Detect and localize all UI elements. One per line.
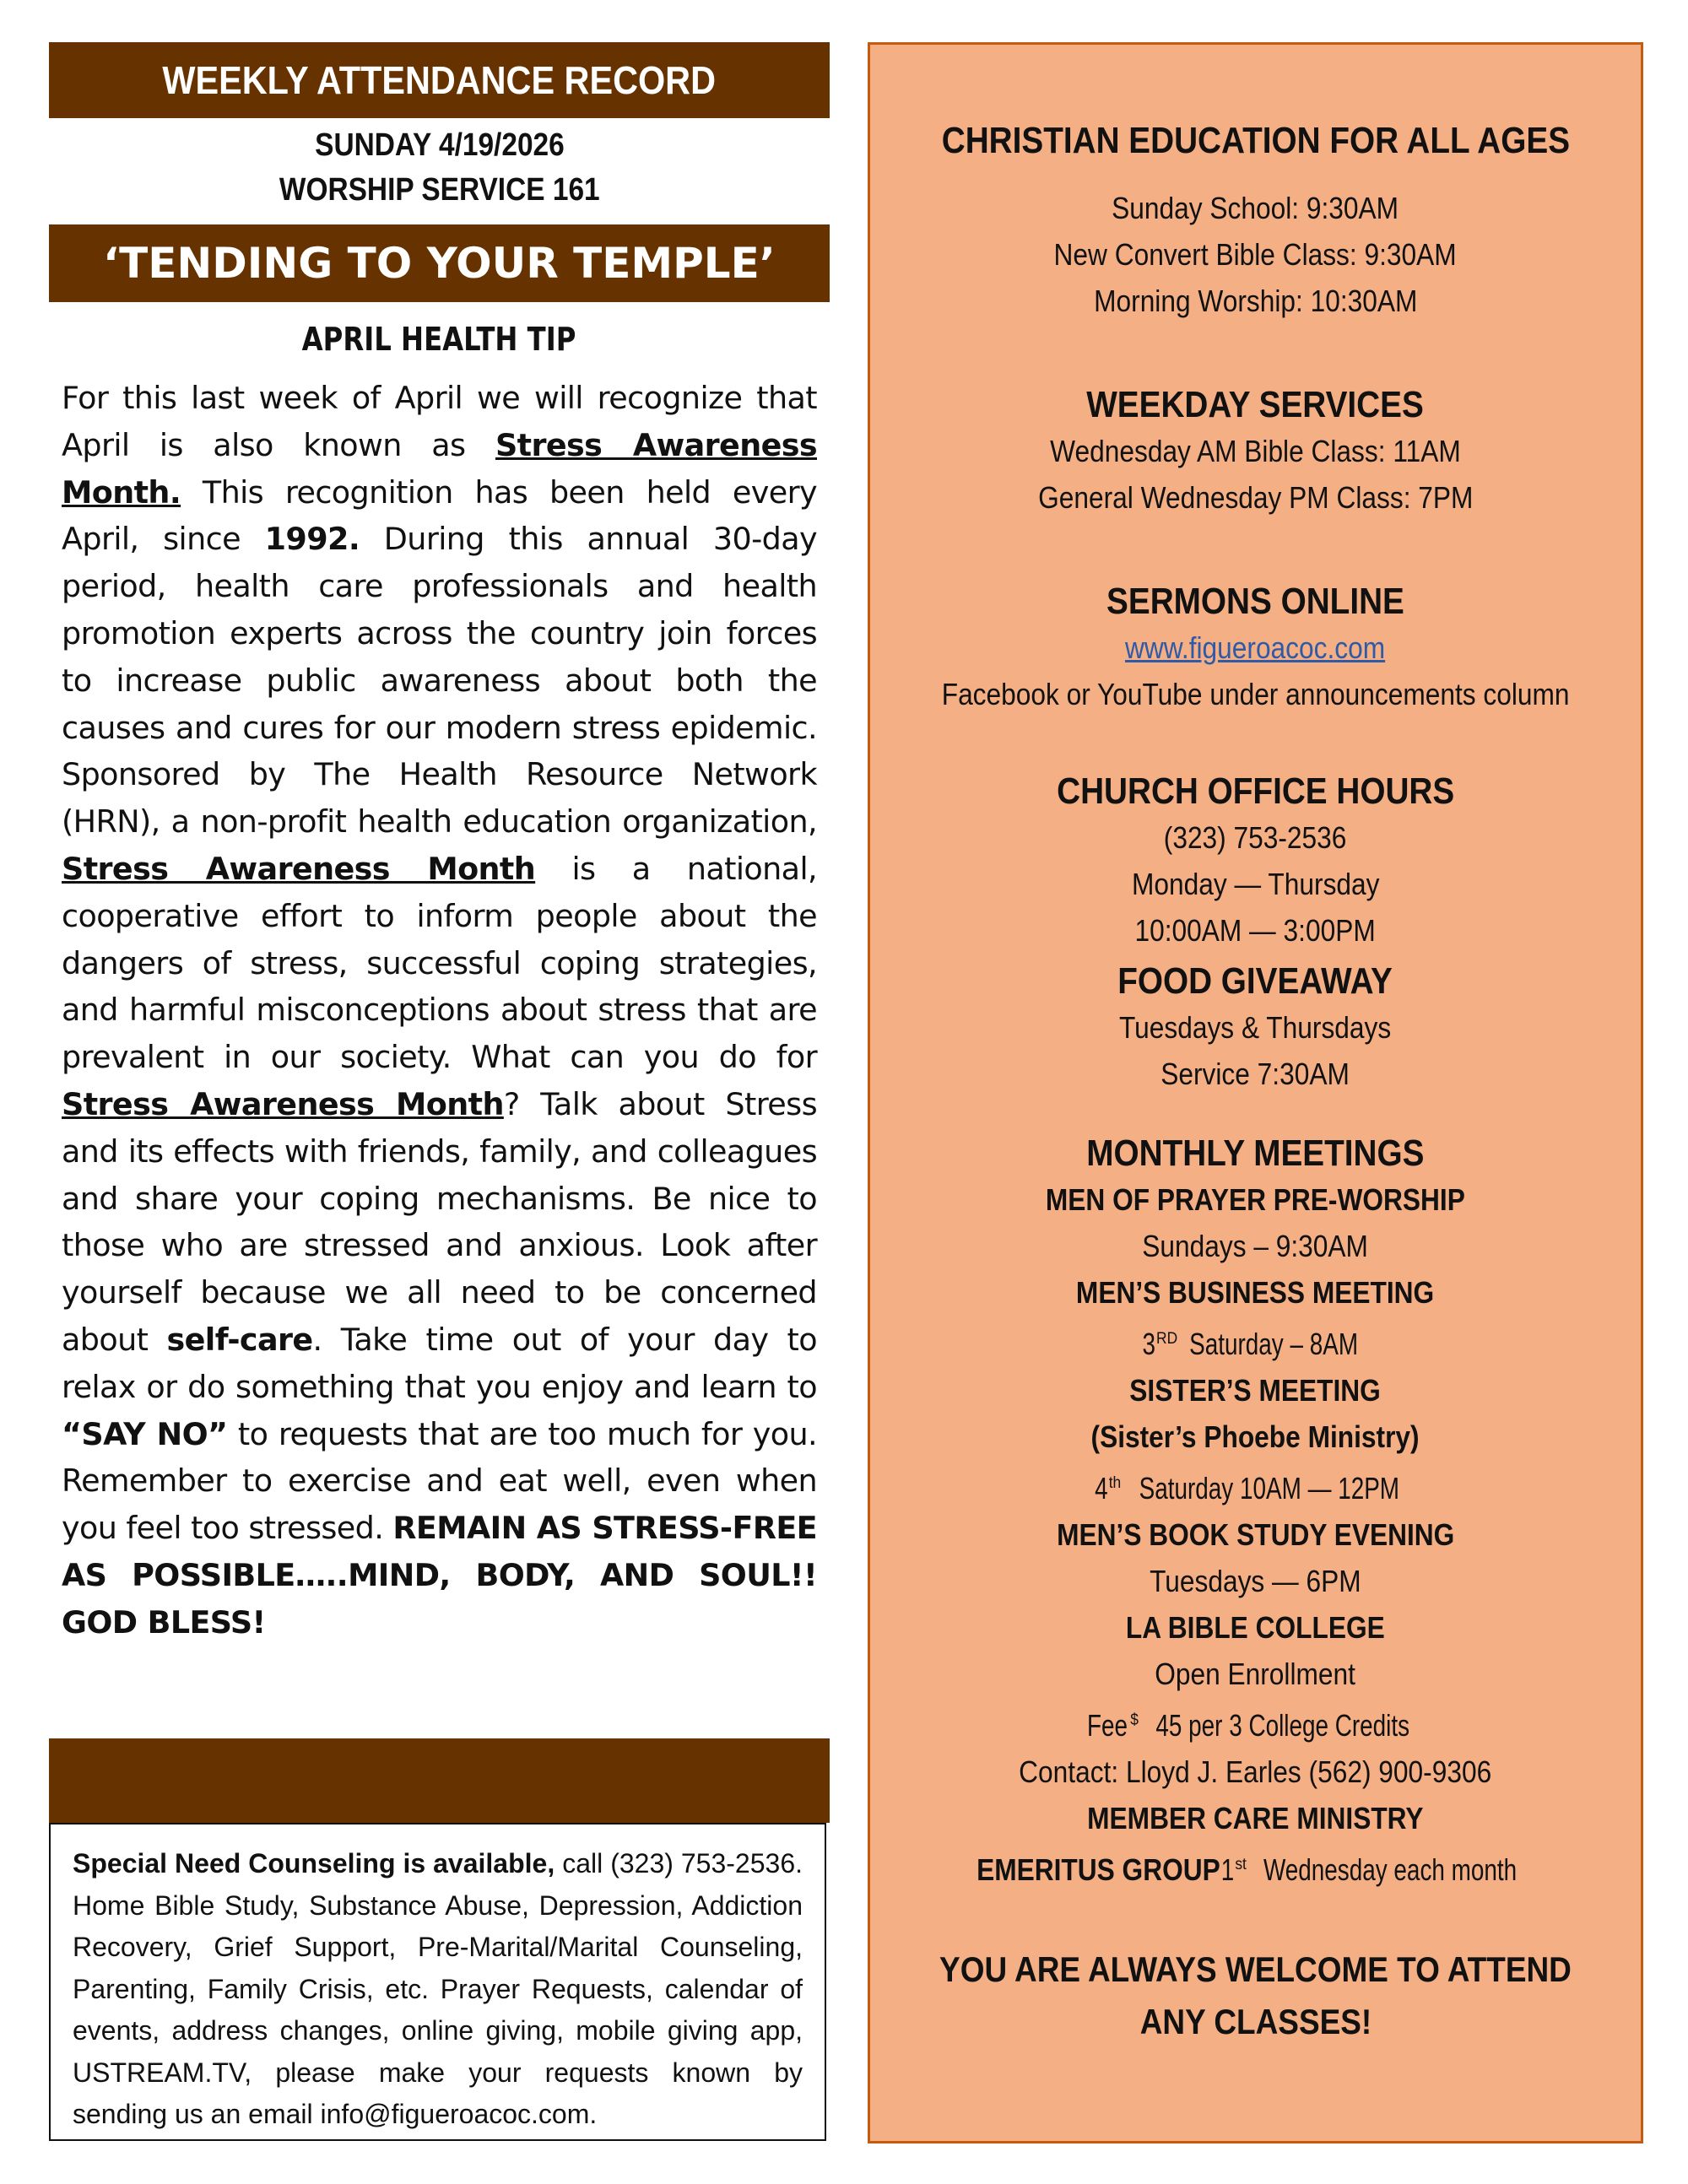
service-line: WORSHIP SERVICE 161 bbox=[279, 172, 600, 208]
health-tip-title-text: APRIL HEALTH TIP bbox=[302, 321, 576, 358]
sermons-section bbox=[870, 579, 1641, 717]
counseling-header-bar bbox=[49, 1738, 830, 1823]
member-care: MEMBER CARE MINISTRY bbox=[1087, 1801, 1424, 1835]
morning-worship: Morning Worship: 10:30AM bbox=[1093, 284, 1418, 318]
article-text-1: For this last week of April we will recognize that April is also known as bbox=[62, 380, 817, 463]
bible-college: LA BIBLE COLLEGE bbox=[1126, 1610, 1385, 1645]
counseling-lead: Special Need Counseling is available, bbox=[73, 1848, 555, 1879]
article-text-5: ? Talk about Stress and its effects with friends, family, and colleagues and share your coping mechanisms. Be nice to those who are stressed and anxious. Look after yourself because we all need to be concerned about bbox=[62, 1085, 817, 1358]
website-link[interactable]: www.figueroacoc.com bbox=[1125, 630, 1386, 665]
education-times bbox=[870, 185, 1641, 324]
counseling-box bbox=[49, 1823, 826, 2141]
say-no-emphasis: “SAY NO” bbox=[62, 1415, 228, 1452]
food-section bbox=[870, 959, 1641, 1097]
men-of-prayer: MEN OF PRAYER PRE-WORSHIP bbox=[1046, 1182, 1465, 1217]
article-text-7: to requests that are too much for you. Remember to exercise and eat well, even when you feel too stressed. bbox=[62, 1415, 817, 1547]
sisters-ministry: (Sister’s Phoebe Ministry) bbox=[1090, 1419, 1420, 1454]
wednesday-pm: General Wednesday PM Class: 7PM bbox=[1037, 480, 1474, 515]
attendance-title: WEEKLY ATTENDANCE RECORD bbox=[162, 58, 717, 102]
office-section bbox=[870, 769, 1641, 954]
article-text-4: is a national, cooperative effort to inform people about the dangers of stress, successful coping strategies, and harmful misconceptions about stress that are prevalent in our society. What can you do for bbox=[62, 850, 817, 1076]
food-time: Service 7:30AM bbox=[1160, 1057, 1350, 1091]
college-contact: Contact: Lloyd J. Earles (562) 900-9306 bbox=[1019, 1754, 1492, 1789]
sisters-time: 4thSaturday 10AM — 12PM bbox=[1095, 1471, 1399, 1506]
service-info bbox=[49, 123, 830, 213]
weekday-title: WEEKDAY SERVICES bbox=[1086, 384, 1425, 425]
self-care-emphasis: self-care bbox=[166, 1321, 313, 1358]
weekday-section bbox=[870, 382, 1641, 521]
meetings-section bbox=[870, 1131, 1641, 1893]
article-text-3: During this annual 30-day period, health care professionals and health promotion experts across the country join forces to increase public awareness about both the causes and cures for our modern stress epidemic. Sponsored by The Health Resource Network (HRN), a non-profit health education organization, bbox=[62, 521, 817, 841]
enrollment: Open Enrollment bbox=[1155, 1657, 1356, 1691]
article-text-2: This recognition has been held every April, since bbox=[62, 473, 817, 558]
food-days: Tuesdays & Thursdays bbox=[1119, 1010, 1392, 1045]
food-title: FOOD GIVEAWAY bbox=[1117, 960, 1393, 1002]
office-days: Monday — Thursday bbox=[1131, 867, 1380, 901]
stress-month-emphasis-2: Stress Awareness Month bbox=[62, 850, 536, 887]
office-title: CHURCH OFFICE HOURS bbox=[1056, 770, 1455, 812]
college-fee: Fee$ 45 per 3 College Credits bbox=[1086, 1708, 1409, 1743]
schedule-sidebar bbox=[868, 42, 1643, 2143]
stress-month-emphasis-3: Stress Awareness Month bbox=[62, 1085, 504, 1122]
wednesday-am: Wednesday AM Bible Class: 11AM bbox=[1050, 434, 1461, 468]
counseling-body: call (323) 753-2536. Home Bible Study, Substance Abuse, Depression, Addiction Recovery, Grief Support, Pre-Marital/Marital Counseling, Parenting, Family Crisis, etc. Prayer Requests, calendar of events, address changes, online giving, mobile giving app, USTREAM.TV, please make your requests known by sending us an email info@figueroacoc.com. bbox=[73, 1848, 803, 2129]
closing-emphasis: REMAIN AS STRESS-FREE AS POSSIBLE…..MIND, BODY, AND SOUL!! GOD BLESS! bbox=[62, 1510, 817, 1641]
book-study-time: Tuesdays — 6PM bbox=[1150, 1564, 1361, 1598]
year-emphasis: 1992. bbox=[264, 521, 360, 558]
office-time: 10:00AM — 3:00PM bbox=[1134, 913, 1377, 948]
welcome-message bbox=[870, 1943, 1641, 2048]
sunday-school: Sunday School: 9:30AM bbox=[1112, 191, 1399, 225]
meetings-title: MONTHLY MEETINGS bbox=[1086, 1133, 1425, 1174]
men-of-prayer-time: Sundays – 9:30AM bbox=[1142, 1229, 1369, 1263]
welcome-line-1: YOU ARE ALWAYS WELCOME TO ATTEND bbox=[939, 1949, 1572, 1989]
welcome-line-2: ANY CLASSES! bbox=[1139, 2002, 1372, 2041]
date-line: SUNDAY 4/19/2026 bbox=[314, 127, 565, 163]
sisters-meeting: SISTER’S MEETING bbox=[1129, 1373, 1382, 1408]
sermons-title: SERMONS ONLINE bbox=[1106, 581, 1404, 622]
mens-business: MEN’S BUSINESS MEETING bbox=[1076, 1275, 1435, 1310]
theme-title: ‘TENDING TO YOUR TEMPLE’ bbox=[103, 239, 776, 288]
book-study: MEN’S BOOK STUDY EVENING bbox=[1056, 1517, 1455, 1552]
left-column bbox=[49, 42, 830, 1646]
new-convert-class: New Convert Bible Class: 9:30AM bbox=[1053, 237, 1458, 272]
education-title: CHRISTIAN EDUCATION FOR ALL AGES bbox=[941, 120, 1570, 161]
attendance-title-bar bbox=[49, 42, 830, 118]
theme-bar bbox=[49, 224, 830, 302]
health-tip-article bbox=[49, 375, 830, 1646]
article-text-6: . Take time out of your day to relax or do something that you enjoy and learn to bbox=[62, 1321, 817, 1405]
social-info: Facebook or YouTube under announcements column bbox=[941, 677, 1570, 711]
health-tip-title bbox=[49, 321, 830, 358]
mens-business-time: 3RDSaturday – 8AM bbox=[1142, 1327, 1358, 1361]
office-phone: (323) 753-2536 bbox=[1164, 820, 1347, 855]
emeritus-group: EMERITUS GROUP1stWednesday each month bbox=[977, 1852, 1518, 1887]
education-section bbox=[870, 118, 1641, 164]
stress-month-emphasis-1: Stress Awareness Month. bbox=[62, 426, 817, 511]
